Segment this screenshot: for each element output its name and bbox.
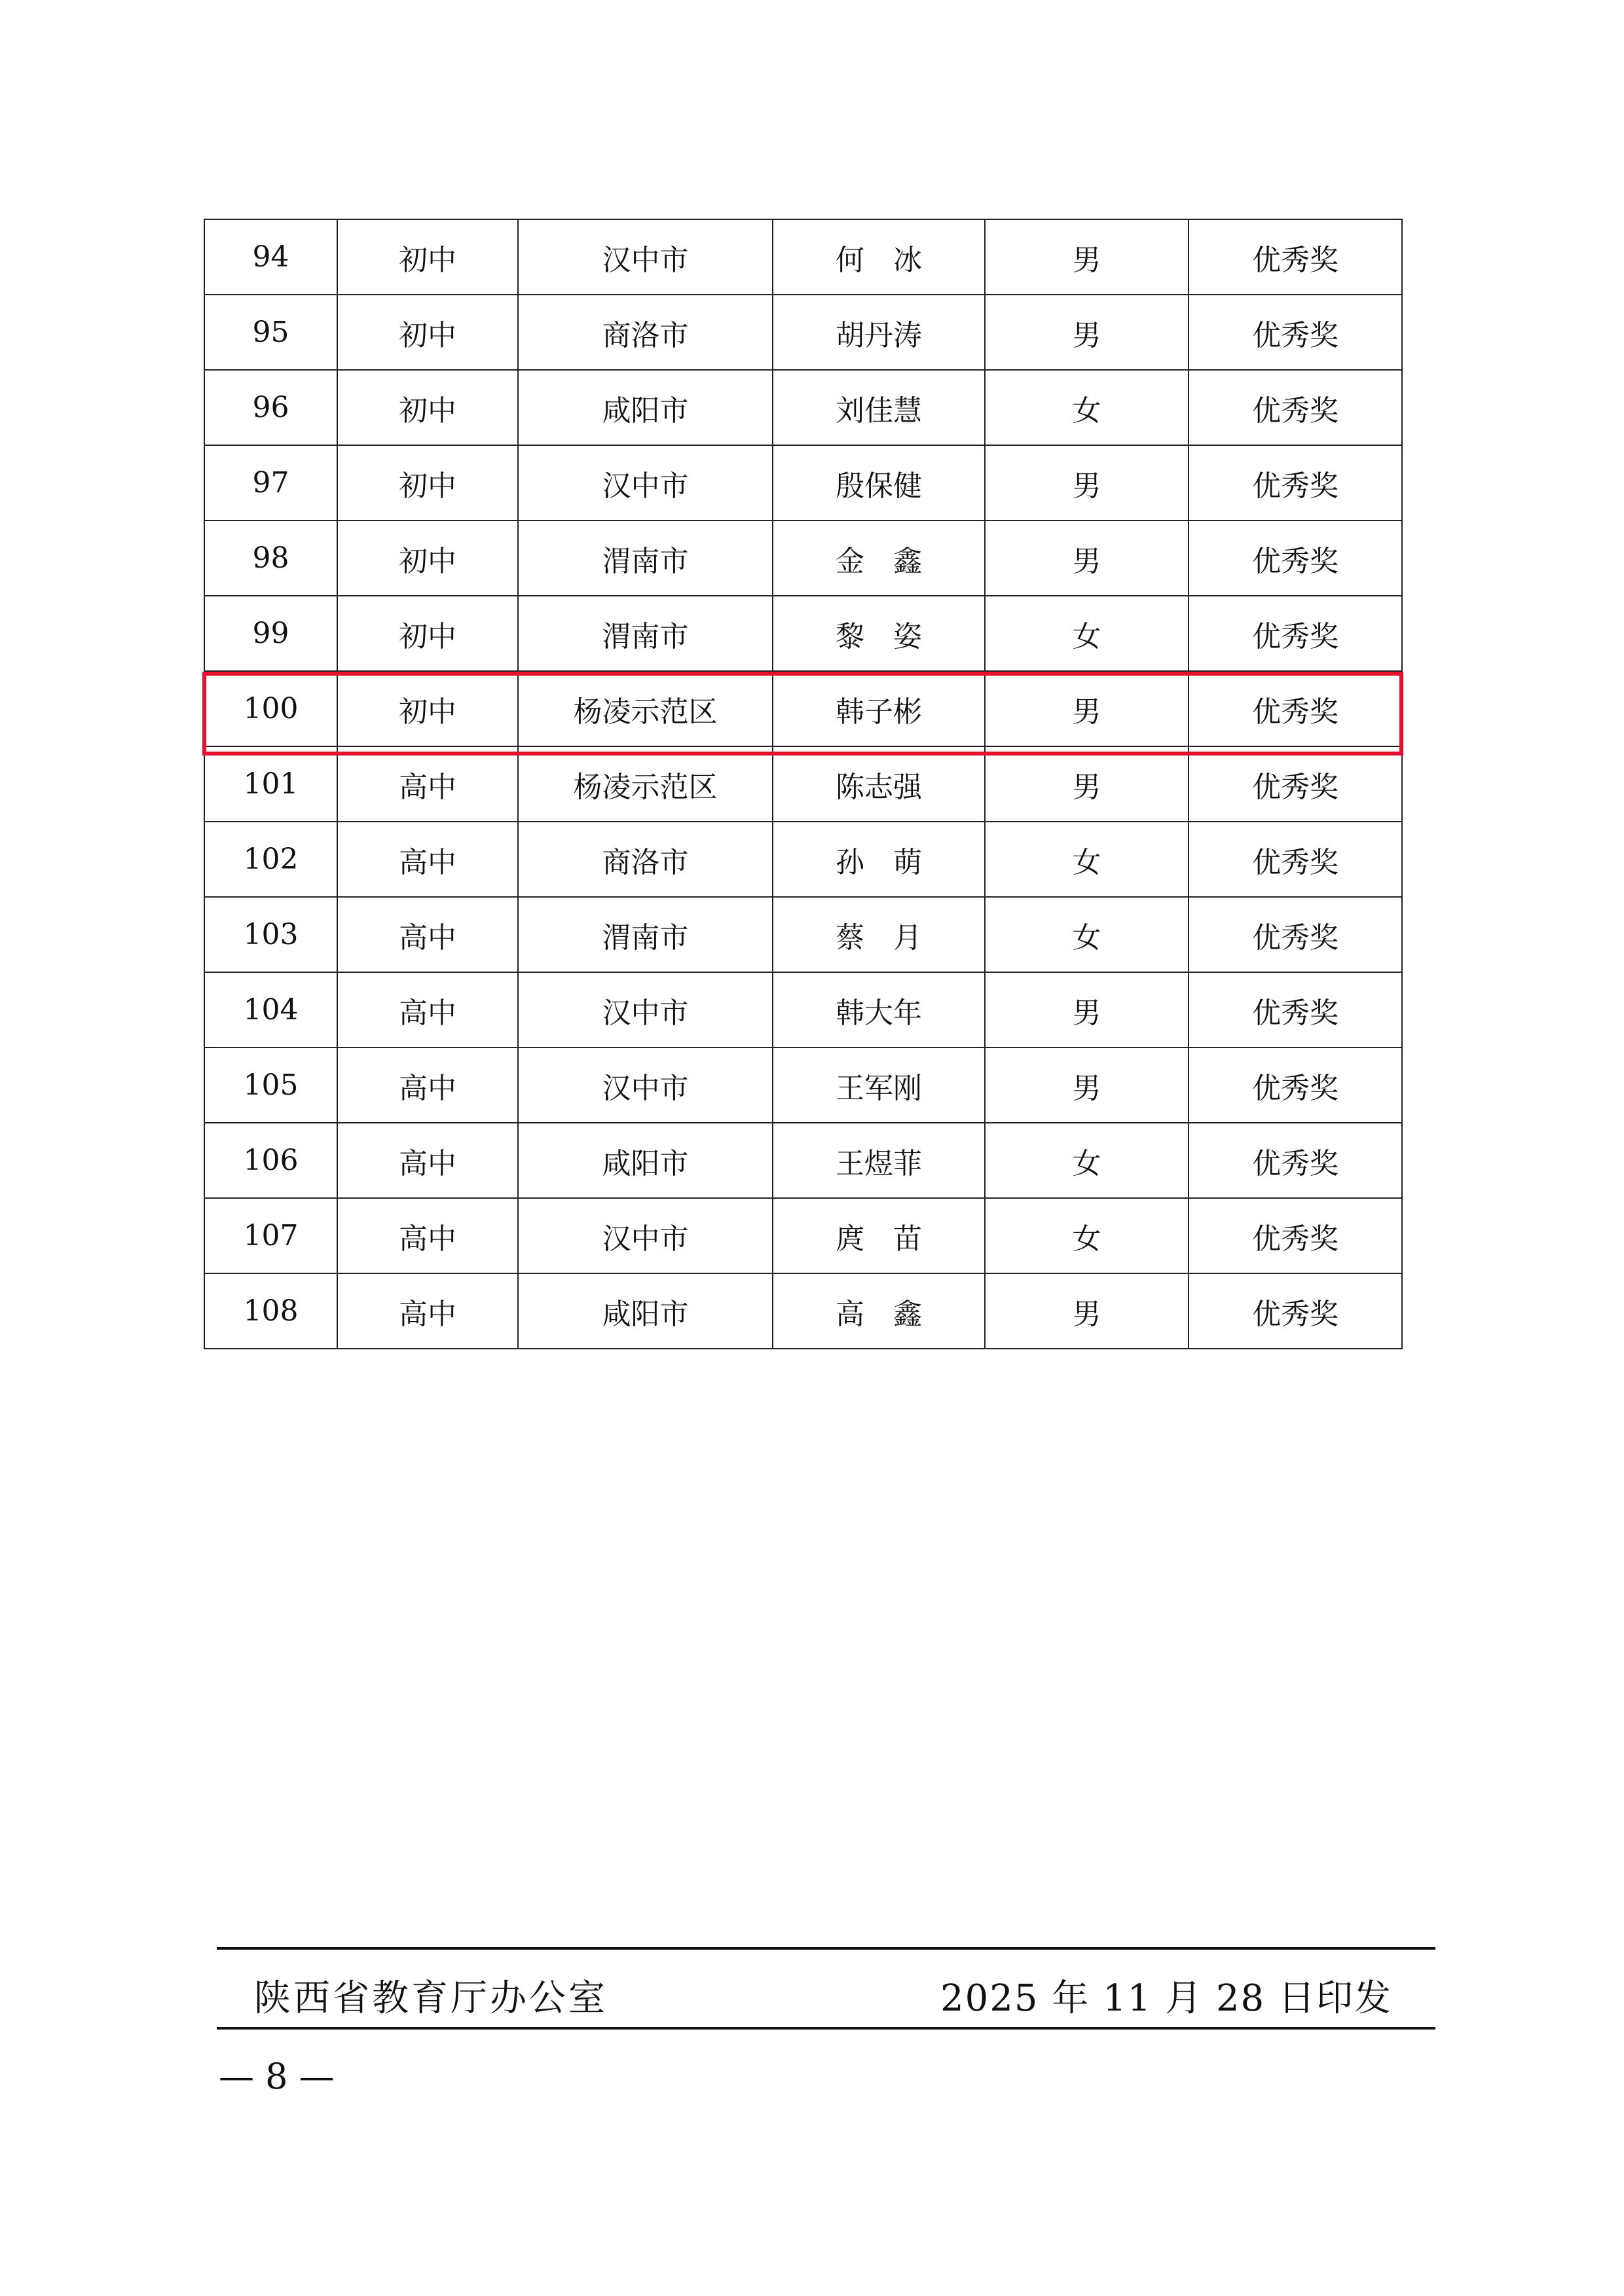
cell-award: 优秀奖 bbox=[1189, 671, 1402, 746]
cell-award: 优秀奖 bbox=[1189, 219, 1402, 295]
cell-name: 陈志强 bbox=[773, 746, 985, 822]
cell-gender: 男 bbox=[985, 1273, 1189, 1349]
cell-award: 优秀奖 bbox=[1189, 746, 1402, 822]
cell-award: 优秀奖 bbox=[1189, 1123, 1402, 1198]
footer-top-rule bbox=[217, 1947, 1435, 1950]
footer-bottom-rule bbox=[217, 2027, 1435, 2030]
cell-level: 初中 bbox=[337, 520, 518, 596]
cell-name: 庹 苗 bbox=[773, 1198, 985, 1273]
cell-gender: 男 bbox=[985, 1048, 1189, 1123]
cell-name: 何 冰 bbox=[773, 219, 985, 295]
cell-number: 94 bbox=[204, 219, 337, 295]
table-row bbox=[204, 1123, 1402, 1198]
cell-city: 商洛市 bbox=[518, 295, 773, 370]
cell-name: 黎 姿 bbox=[773, 596, 985, 671]
page-number: — 8 — bbox=[219, 2056, 335, 2097]
cell-gender: 男 bbox=[985, 972, 1189, 1048]
cell-level: 初中 bbox=[337, 445, 518, 520]
cell-city: 咸阳市 bbox=[518, 370, 773, 445]
cell-city: 杨凌示范区 bbox=[518, 671, 773, 746]
cell-city: 渭南市 bbox=[518, 520, 773, 596]
footer-issuer: 陕西省教育厅办公室 bbox=[254, 1977, 608, 2020]
cell-number: 103 bbox=[204, 897, 337, 972]
cell-award: 优秀奖 bbox=[1189, 520, 1402, 596]
cell-award: 优秀奖 bbox=[1189, 1048, 1402, 1123]
cell-number: 105 bbox=[204, 1048, 337, 1123]
cell-city: 咸阳市 bbox=[518, 1123, 773, 1198]
cell-gender: 男 bbox=[985, 671, 1189, 746]
cell-number: 99 bbox=[204, 596, 337, 671]
cell-award: 优秀奖 bbox=[1189, 1198, 1402, 1273]
cell-city: 渭南市 bbox=[518, 897, 773, 972]
table-row bbox=[204, 445, 1402, 520]
cell-name: 金 鑫 bbox=[773, 520, 985, 596]
table-row bbox=[204, 370, 1402, 445]
table-row bbox=[204, 295, 1402, 370]
cell-level: 高中 bbox=[337, 972, 518, 1048]
cell-award: 优秀奖 bbox=[1189, 445, 1402, 520]
cell-name: 蔡 月 bbox=[773, 897, 985, 972]
cell-level: 高中 bbox=[337, 897, 518, 972]
cell-name: 王煜菲 bbox=[773, 1123, 985, 1198]
cell-award: 优秀奖 bbox=[1189, 596, 1402, 671]
table-row bbox=[204, 671, 1402, 746]
table-row bbox=[204, 1048, 1402, 1123]
cell-gender: 女 bbox=[985, 822, 1189, 897]
cell-gender: 男 bbox=[985, 520, 1189, 596]
table-row bbox=[204, 520, 1402, 596]
cell-number: 107 bbox=[204, 1198, 337, 1273]
cell-level: 高中 bbox=[337, 1273, 518, 1349]
cell-number: 96 bbox=[204, 370, 337, 445]
cell-name: 王军刚 bbox=[773, 1048, 985, 1123]
cell-gender: 男 bbox=[985, 219, 1189, 295]
cell-level: 高中 bbox=[337, 1198, 518, 1273]
cell-number: 106 bbox=[204, 1123, 337, 1198]
table-row bbox=[204, 596, 1402, 671]
cell-level: 初中 bbox=[337, 671, 518, 746]
table-row bbox=[204, 822, 1402, 897]
cell-name: 高 鑫 bbox=[773, 1273, 985, 1349]
cell-gender: 女 bbox=[985, 897, 1189, 972]
cell-level: 高中 bbox=[337, 746, 518, 822]
cell-gender: 男 bbox=[985, 445, 1189, 520]
cell-city: 咸阳市 bbox=[518, 1273, 773, 1349]
cell-number: 95 bbox=[204, 295, 337, 370]
cell-city: 汉中市 bbox=[518, 972, 773, 1048]
cell-gender: 男 bbox=[985, 295, 1189, 370]
awards-table bbox=[204, 219, 1403, 1349]
cell-gender: 女 bbox=[985, 1123, 1189, 1198]
cell-level: 初中 bbox=[337, 295, 518, 370]
cell-name: 孙 萌 bbox=[773, 822, 985, 897]
cell-city: 汉中市 bbox=[518, 1198, 773, 1273]
cell-award: 优秀奖 bbox=[1189, 370, 1402, 445]
cell-name: 韩子彬 bbox=[773, 671, 985, 746]
cell-level: 高中 bbox=[337, 822, 518, 897]
cell-award: 优秀奖 bbox=[1189, 1273, 1402, 1349]
table-row bbox=[204, 1273, 1402, 1349]
cell-level: 高中 bbox=[337, 1048, 518, 1123]
cell-gender: 女 bbox=[985, 370, 1189, 445]
cell-level: 初中 bbox=[337, 219, 518, 295]
cell-gender: 女 bbox=[985, 1198, 1189, 1273]
cell-name: 胡丹涛 bbox=[773, 295, 985, 370]
cell-number: 108 bbox=[204, 1273, 337, 1349]
cell-number: 100 bbox=[204, 671, 337, 746]
table-row bbox=[204, 897, 1402, 972]
cell-name: 刘佳慧 bbox=[773, 370, 985, 445]
table-row bbox=[204, 746, 1402, 822]
cell-city: 商洛市 bbox=[518, 822, 773, 897]
cell-number: 104 bbox=[204, 972, 337, 1048]
cell-name: 韩大年 bbox=[773, 972, 985, 1048]
awards-table-body bbox=[204, 219, 1402, 1349]
footer-date: 2025 年 11 月 28 日印发 bbox=[940, 1977, 1392, 2020]
cell-number: 101 bbox=[204, 746, 337, 822]
cell-city: 汉中市 bbox=[518, 1048, 773, 1123]
cell-gender: 男 bbox=[985, 746, 1189, 822]
cell-award: 优秀奖 bbox=[1189, 897, 1402, 972]
cell-city: 汉中市 bbox=[518, 219, 773, 295]
cell-number: 97 bbox=[204, 445, 337, 520]
table-row bbox=[204, 219, 1402, 295]
cell-city: 汉中市 bbox=[518, 445, 773, 520]
cell-level: 初中 bbox=[337, 596, 518, 671]
cell-gender: 女 bbox=[985, 596, 1189, 671]
cell-number: 102 bbox=[204, 822, 337, 897]
cell-city: 杨凌示范区 bbox=[518, 746, 773, 822]
table-row bbox=[204, 1198, 1402, 1273]
cell-city: 渭南市 bbox=[518, 596, 773, 671]
cell-award: 优秀奖 bbox=[1189, 822, 1402, 897]
cell-number: 98 bbox=[204, 520, 337, 596]
cell-level: 高中 bbox=[337, 1123, 518, 1198]
cell-award: 优秀奖 bbox=[1189, 295, 1402, 370]
cell-name: 殷保健 bbox=[773, 445, 985, 520]
cell-level: 初中 bbox=[337, 370, 518, 445]
table-row bbox=[204, 972, 1402, 1048]
cell-award: 优秀奖 bbox=[1189, 972, 1402, 1048]
